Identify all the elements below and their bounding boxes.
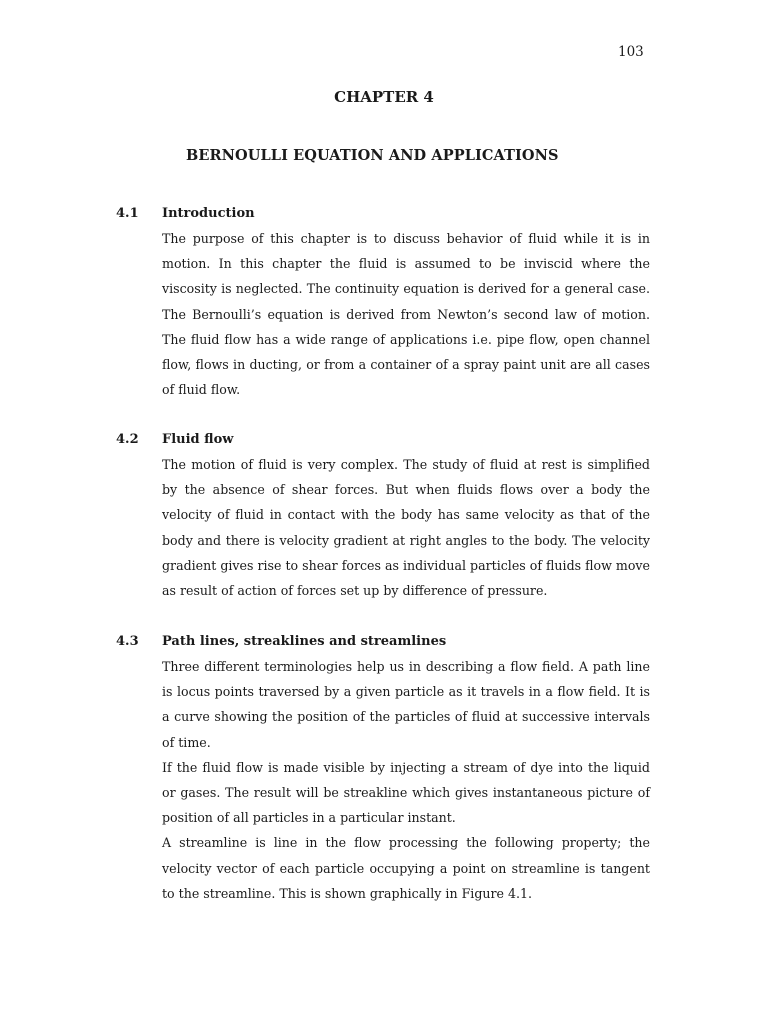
section-number: 4.1	[116, 206, 139, 221]
paragraph: The purpose of this chapter is to discuss behavior of fluid while it is in motion. In this chapter the fluid is assumed to be inviscid where the viscosity is neglected. The continuity equation is derived for a general case. The Bernoulli’s equation is derived from Newton’s second law of motion. The fluid flow has a wide range of applications i.e. pipe flow, open channel flow, flows in ducting, or from a container of a spray paint unit are all cases of fluid flow.	[162, 231, 650, 398]
section-header	[116, 201, 656, 226]
section-title: Path lines, streaklines and streamlines	[162, 634, 447, 649]
paragraph: A streamline is line in the flow processing the following property; the velocity vector of each particle occupying a point on streamline is tangent to the streamline. This is shown graphically in Figure 4.1.	[162, 835, 650, 901]
section-header	[116, 427, 656, 452]
section-fluid-flow	[116, 427, 656, 603]
section-number: 4.3	[116, 634, 139, 649]
paragraph: If the fluid flow is made visible by injecting a stream of dye into the liquid or gases. The result will be streakline which gives instantaneous picture of position of all particles in a particular instant.	[162, 759, 650, 826]
paragraph: The motion of fluid is very complex. The study of fluid at rest is simplified by the absence of shear forces. But when fluids flows over a body the velocity of fluid in contact with the body has same velocity as that of the body and there is velocity gradient at right angles to the body. The velocity gradient gives rise to shear forces as individual particles of fluids flow move as result of action of forces set up by difference of pressure.	[162, 457, 650, 599]
section-body	[162, 452, 650, 603]
section-title: Introduction	[162, 206, 255, 221]
section-header	[116, 629, 656, 654]
paragraph: Three different terminologies help us in describing a flow field. A path line is locus points traversed by a given particle as it travels in a flow field. It is a curve showing the position of the particles of fluid at successive intervals of time.	[162, 659, 650, 750]
page-number: 103	[618, 44, 644, 60]
chapter-heading: BERNOULLI EQUATION AND APPLICATIONS	[186, 147, 559, 164]
chapter-label: CHAPTER 4	[334, 88, 434, 106]
section-number: 4.2	[116, 432, 139, 447]
section-title: Fluid flow	[162, 432, 234, 447]
chapter-title	[0, 88, 768, 106]
section-body	[162, 226, 650, 402]
section-body	[162, 654, 650, 906]
section-introduction	[116, 201, 656, 402]
section-path-lines	[116, 629, 656, 906]
